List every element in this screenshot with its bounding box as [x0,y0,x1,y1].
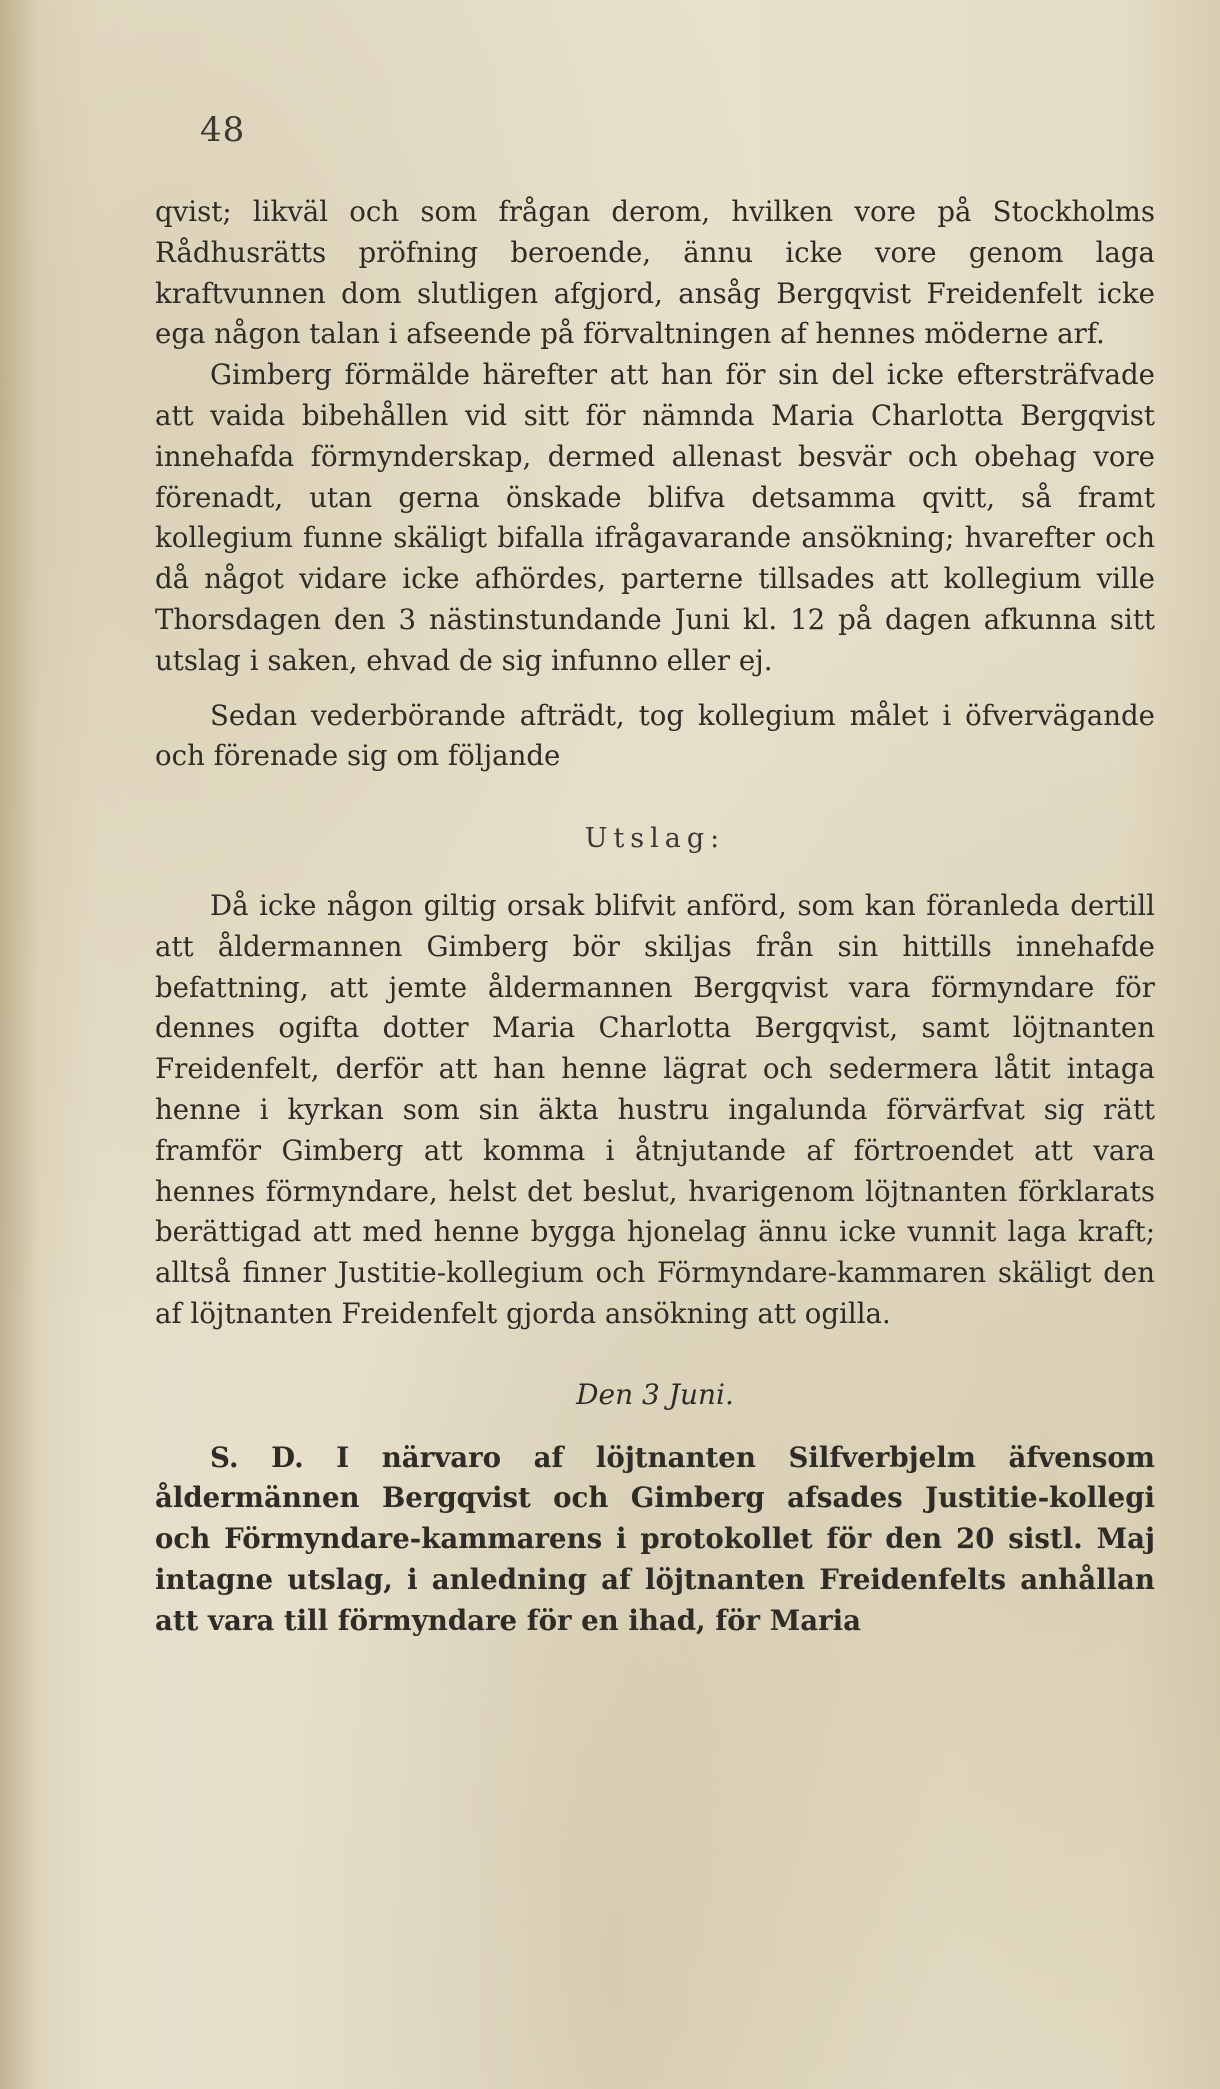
utslag-heading: Utslag: [584,823,726,855]
utslag-text: Då icke någon giltig orsak blifvit anförd, som kan föranleda dertill att åldermannen Gimberg bör skiljas från sin hittills innehafde befattning, att jemte åldermannen Bergqvist vara förmyndare för dennes ogifta dotter Maria Charlotta Bergqvist, samt löjtnanten Freidenfelt, derför att han henne lägrat och sedermera låtit intaga henne i kyrkan som sin äkta hustru ingalunda förvärfvat sig rätt framför Gimberg att komma i åtnjutande af förtroendet att vara hennes förmyndare, helst det beslut, hvarigenom löjtnanten förklarats berättigad att med henne bygga hjonelag ännu icke vunnit laga kraft; alltså finner Justitie-kollegium och Förmyndare-kammaren skäligt den af löjtnanten Freidenfelt gjorda ansökning att ogilla. [155,888,1155,1330]
paragraph-2: Gimberg förmälde härefter att han för sin del icke eftersträfvade att vaida bibehållen vid sitt för nämnda Maria Charlotta Bergqvist innehafda förmynderskap, dermed allenast besvär och obehag vore förenadt, utan gerna önskade blifva detsamma qvitt, så framt kollegium funne skäligt bifalla ifrågavarande ansökning; hvarefter och då något vidare icke afhördes, parterne tillsades att kollegium ville Thorsdagen den 3 nästinstundande Juni kl. 12 på dagen afkunna sitt utslag i saken, ehvad de sig infunno eller ej. [155,358,1155,677]
document-body [155,192,1155,1642]
page-number: 48 [200,110,246,150]
page-edge-shadow [0,0,38,2089]
paragraph-1: qvist; likväl och som frågan derom, hvilken vore på Stockholms Rådhusrätts pröfning beroende, ännu icke vore genom laga kraftvunnen dom slutligen afgjord, ansåg Bergqvist Freidenfelt icke ega någon talan i afseende på förvaltningen af hennes möderne arf. [155,195,1155,351]
date-heading: Den 3 Juni. [576,1377,734,1411]
paragraph-3: Sedan vederbörande afträdt, tog kollegium målet i öfvervägande och förenade sig om följande [155,698,1155,773]
final-paragraph: S. D. I närvaro af löjtnanten Silfverbjelm äfvensom åldermännen Bergqvist och Gimberg afsades Justitie-kollegi och Förmyndare-kammarens i protokollet för den 20 sistl. Maj intagne utslag, i anledning af löjtnanten Freidenfelts anhållan att vara till förmyndare för en ihad, för Maria [155,1440,1155,1637]
